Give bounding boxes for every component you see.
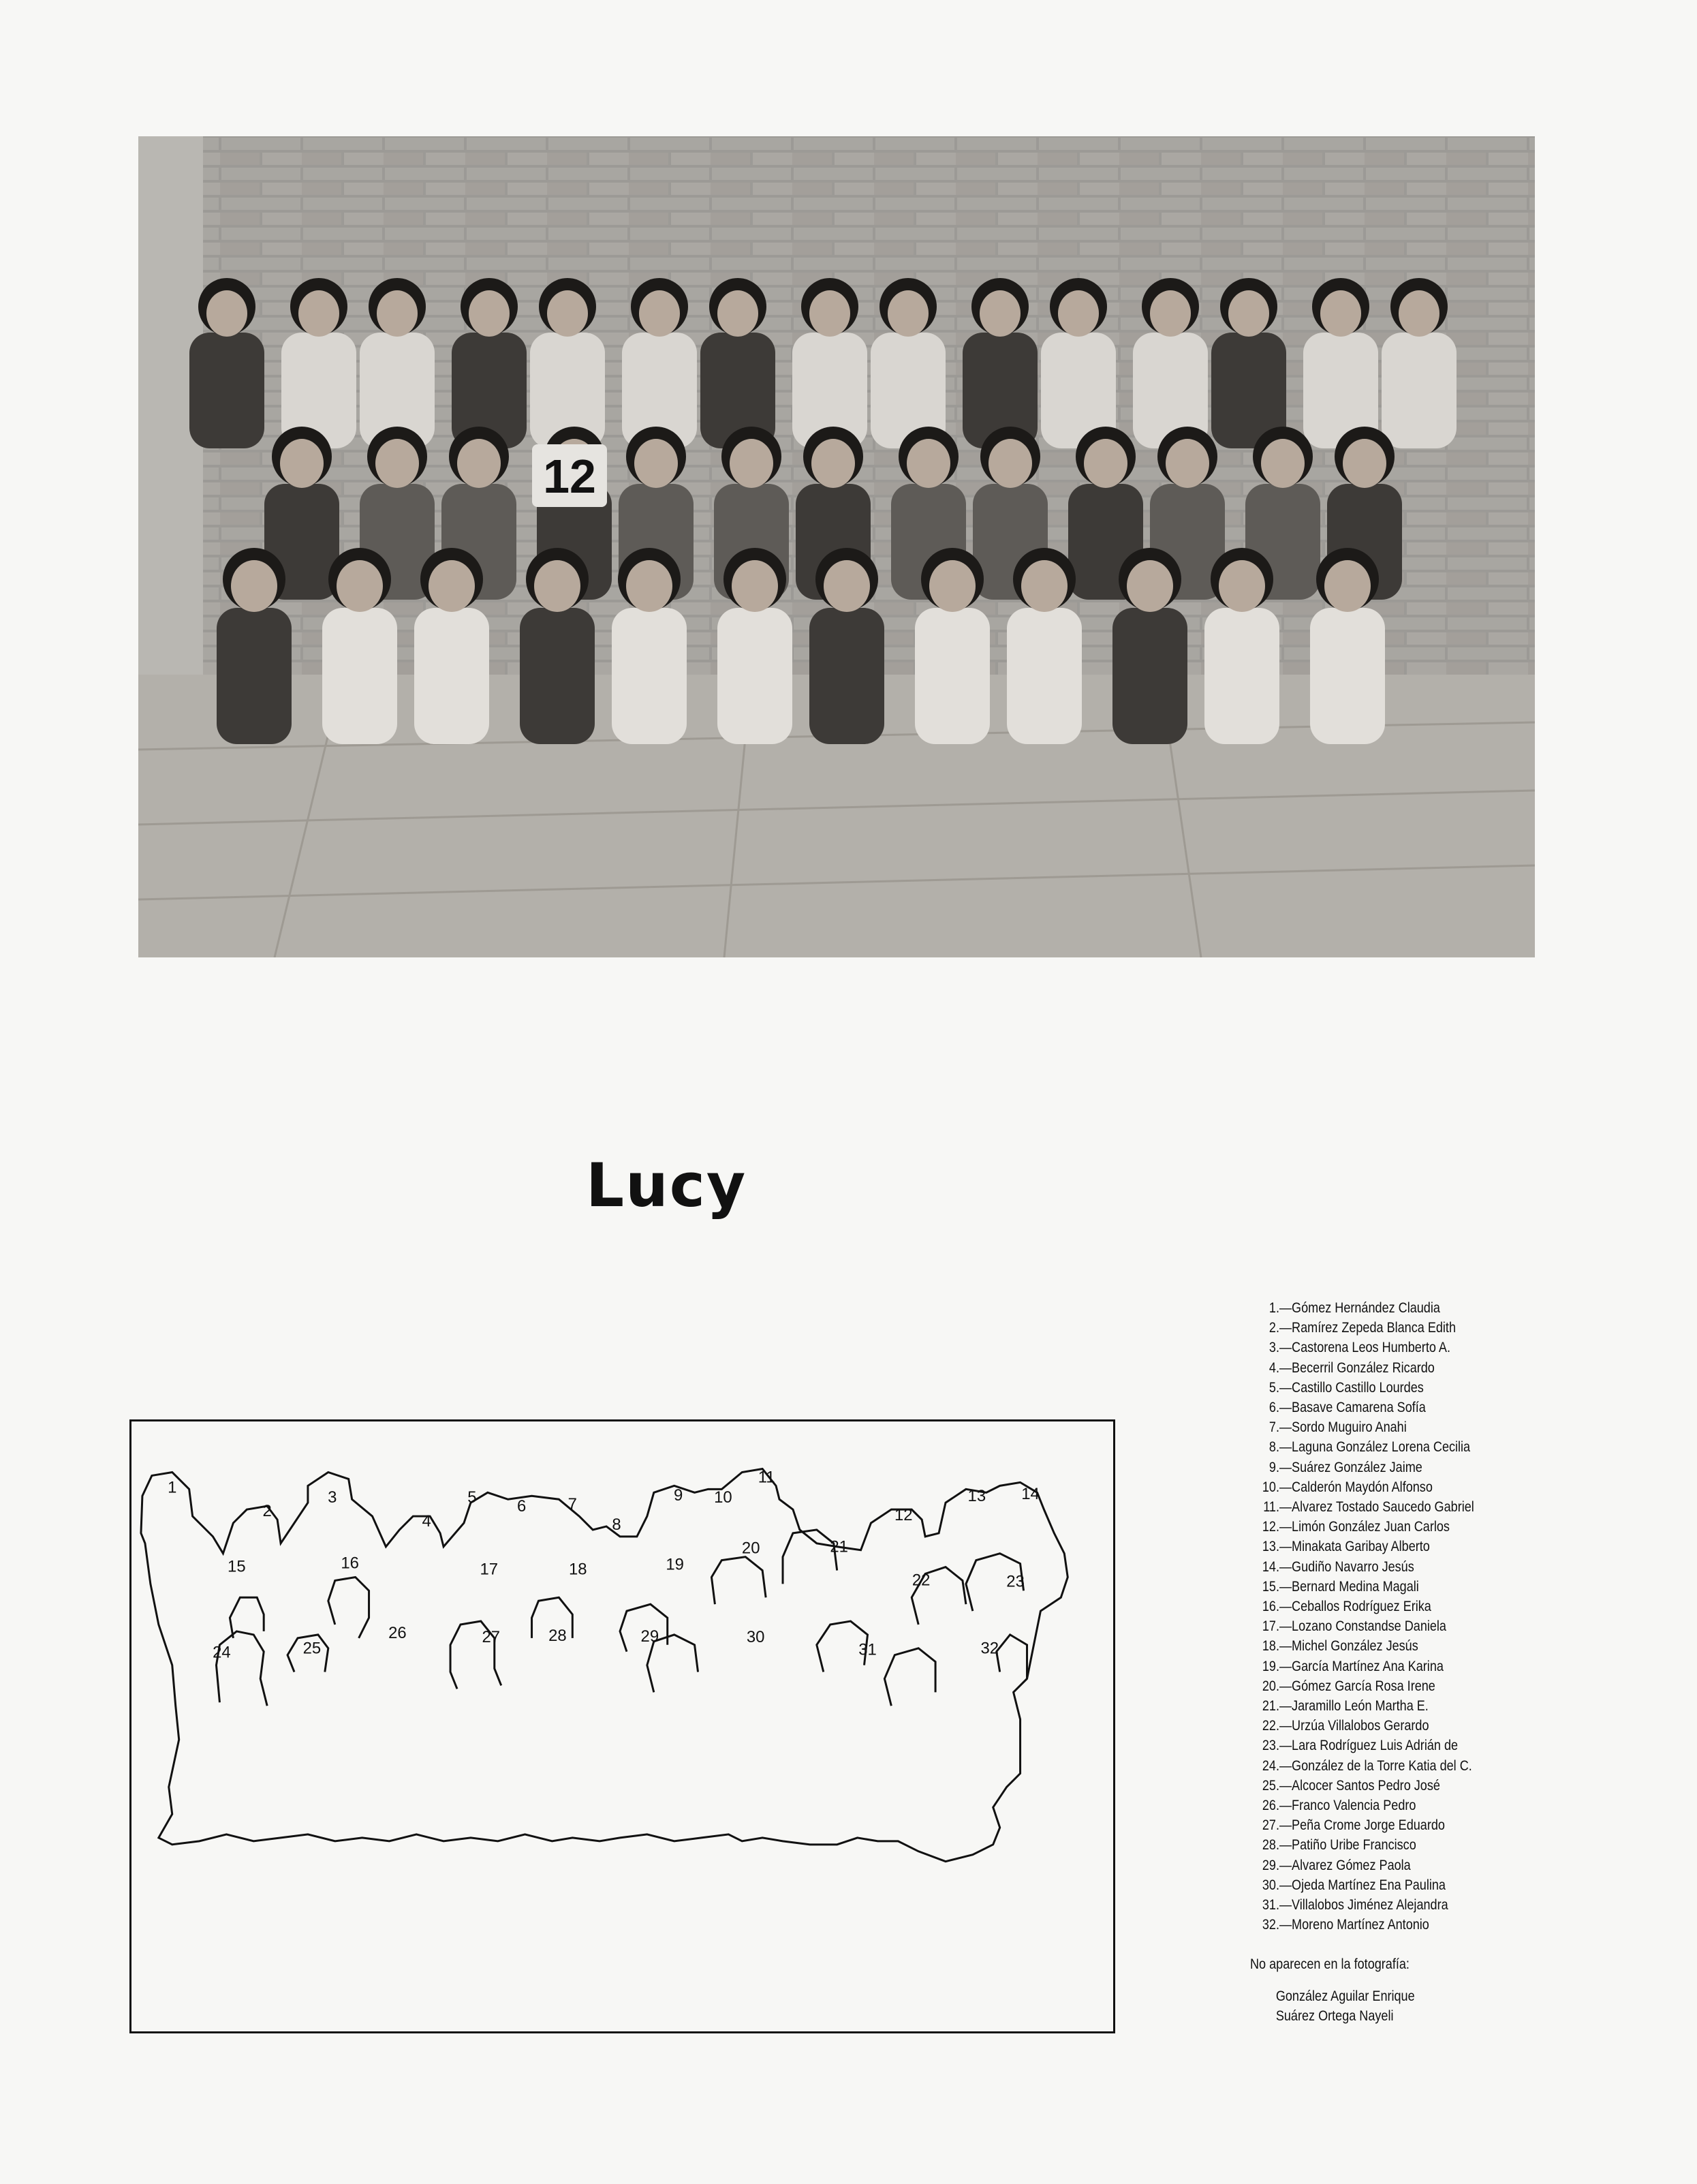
roster-entry-name: Gudiño Navarro Jesús xyxy=(1292,1558,1414,1575)
roster-entry-dash: — xyxy=(1279,1400,1292,1416)
roster-entry-number: 21. xyxy=(1262,1698,1279,1714)
child-figure xyxy=(414,548,489,744)
roster-entry-name: Patiño Uribe Francisco xyxy=(1292,1837,1416,1854)
roster-entry-dash: — xyxy=(1279,1678,1292,1694)
diagram-number-label: 1 xyxy=(168,1478,177,1497)
roster-entry-number: 24. xyxy=(1262,1757,1279,1774)
roster-entry-name: Calderón Maydón Alfonso xyxy=(1292,1479,1433,1495)
child-figure xyxy=(871,278,946,448)
roster-entry-number: 25. xyxy=(1262,1777,1279,1794)
roster-entry-name: Alvarez Gómez Paola xyxy=(1292,1857,1411,1873)
diagram-number-label: 2 xyxy=(262,1502,272,1521)
roster-entry xyxy=(1250,1616,1578,1636)
roster-entry-name: Castorena Leos Humberto A. xyxy=(1292,1340,1450,1356)
roster-entry-name: Peña Crome Jorge Eduardo xyxy=(1292,1817,1445,1834)
roster-entry-name: Gómez Hernández Claudia xyxy=(1292,1300,1440,1316)
absent-heading: No aparecen en la fotografía: xyxy=(1250,1956,1410,1972)
roster-entry xyxy=(1250,1815,1578,1835)
roster-entry-name: Moreno Martínez Antonio xyxy=(1292,1917,1429,1933)
roster-entry-name: Jaramillo León Martha E. xyxy=(1292,1698,1429,1714)
roster-entry-dash: — xyxy=(1279,1459,1292,1475)
child-figure xyxy=(792,278,867,448)
roster-entry xyxy=(1250,1417,1578,1437)
roster-entry-number: 8. xyxy=(1268,1439,1279,1456)
roster-entry xyxy=(1250,1537,1578,1556)
children-group xyxy=(189,278,1457,744)
child-figure xyxy=(1382,278,1457,448)
roster-entry-number: 23. xyxy=(1262,1738,1279,1754)
roster-entry-dash: — xyxy=(1279,1718,1292,1734)
roster-entry xyxy=(1250,1298,1578,1318)
child-figure xyxy=(530,278,605,448)
roster-entry xyxy=(1250,1915,1578,1935)
child-figure xyxy=(717,548,792,744)
roster-entry-number: 29. xyxy=(1262,1857,1279,1873)
diagram-number-label: 26 xyxy=(388,1623,407,1642)
diagram-number-label: 18 xyxy=(568,1560,587,1579)
child-figure xyxy=(809,548,884,744)
roster-entry-dash: — xyxy=(1279,1419,1292,1436)
roster-entry xyxy=(1250,1736,1578,1755)
roster-entry xyxy=(1250,1796,1578,1815)
roster-entry-name: Limón González Juan Carlos xyxy=(1292,1519,1450,1535)
absent-student: González Aguilar Enrique xyxy=(1275,1988,1415,2004)
roster-entry-dash: — xyxy=(1279,1777,1292,1794)
roster-entry xyxy=(1250,1338,1578,1357)
roster-entry xyxy=(1250,1756,1578,1776)
roster-entry-number: 19. xyxy=(1262,1658,1279,1674)
roster-entry-number: 20. xyxy=(1262,1678,1279,1694)
diagram-number-label: 17 xyxy=(480,1560,499,1579)
student-roster xyxy=(1250,1298,1578,2026)
roster-entry xyxy=(1250,1557,1578,1577)
diagram-number-label: 30 xyxy=(746,1627,765,1646)
roster-entry-dash: — xyxy=(1279,1877,1292,1893)
child-figure xyxy=(281,278,356,448)
child-figure xyxy=(1041,278,1116,448)
absent-list xyxy=(1250,1986,1578,2026)
roster-entry xyxy=(1250,1378,1578,1398)
roster-entry-number: 7. xyxy=(1268,1419,1279,1436)
roster-entry-number: 26. xyxy=(1262,1798,1279,1814)
child-figure xyxy=(612,548,687,744)
roster-entry-name: García Martínez Ana Karina xyxy=(1292,1658,1444,1674)
diagram-number-label: 7 xyxy=(567,1495,577,1514)
class-photo xyxy=(138,136,1535,957)
roster-entry-name: Urzúa Villalobos Gerardo xyxy=(1292,1718,1429,1734)
roster-entry-dash: — xyxy=(1279,1578,1292,1595)
child-figure xyxy=(1211,278,1286,448)
silhouette-outlines xyxy=(131,1421,1113,2031)
head-outlines xyxy=(216,1530,1027,1706)
roster-entry-name: Suárez González Jaime xyxy=(1292,1459,1422,1475)
diagram-number-label: 28 xyxy=(548,1626,567,1645)
roster-entry-name: Castillo Castillo Lourdes xyxy=(1292,1379,1424,1396)
roster-entry-dash: — xyxy=(1279,1519,1292,1535)
roster-entry xyxy=(1250,1597,1578,1616)
roster-entry-number: 6. xyxy=(1268,1400,1279,1416)
roster-entry xyxy=(1250,1318,1578,1338)
roster-entry-number: 11. xyxy=(1263,1499,1279,1516)
roster-entry xyxy=(1250,1716,1578,1736)
roster-entry-number: 31. xyxy=(1262,1897,1279,1913)
position-key-diagram xyxy=(129,1419,1115,2033)
diagram-number-label: 9 xyxy=(674,1486,683,1505)
diagram-number-label: 27 xyxy=(482,1627,501,1646)
child-figure xyxy=(1310,548,1385,744)
roster-entry xyxy=(1250,1437,1578,1457)
roster-entry-number: 10. xyxy=(1262,1479,1279,1495)
roster-entry-name: Bernard Medina Magali xyxy=(1292,1578,1419,1595)
roster-entry-dash: — xyxy=(1279,1539,1292,1555)
diagram-number-label: 14 xyxy=(1021,1485,1040,1504)
roster-entry xyxy=(1250,1497,1578,1517)
roster-entry-number: 22. xyxy=(1262,1718,1279,1734)
roster-entry-dash: — xyxy=(1279,1599,1292,1615)
roster-entry-dash: — xyxy=(1279,1340,1292,1356)
roster-entry-number: 27. xyxy=(1262,1817,1279,1834)
roster-entry-number: 28. xyxy=(1262,1837,1279,1854)
group-outline xyxy=(141,1469,1068,1862)
roster-entry-number: 5. xyxy=(1268,1379,1279,1396)
diagram-number-label: 6 xyxy=(516,1497,527,1516)
diagram-number-label: 24 xyxy=(213,1643,231,1662)
roster-entry-dash: — xyxy=(1279,1379,1292,1396)
roster-entry-name: Michel González Jesús xyxy=(1292,1638,1418,1655)
child-figure xyxy=(217,548,292,744)
diagram-number-label: 31 xyxy=(858,1640,877,1659)
child-figure xyxy=(1133,278,1208,448)
diagram-number-label: 3 xyxy=(328,1488,337,1507)
diagram-number-label: 5 xyxy=(467,1488,477,1507)
roster-entry-dash: — xyxy=(1279,1837,1292,1854)
roster-entry-dash: — xyxy=(1279,1638,1292,1655)
roster-entry-name: Ceballos Rodríguez Erika xyxy=(1292,1599,1431,1615)
roster-entry-number: 15. xyxy=(1262,1578,1279,1595)
roster-entry xyxy=(1250,1577,1578,1597)
roster-entry-dash: — xyxy=(1279,1917,1292,1933)
roster-entry-number: 17. xyxy=(1262,1618,1279,1635)
roster-entry-number: 2. xyxy=(1268,1320,1279,1336)
roster-entry-name: Ojeda Martínez Ena Paulina xyxy=(1292,1877,1446,1893)
roster-entry xyxy=(1250,1895,1578,1915)
roster-entry-name: Lozano Constandse Daniela xyxy=(1292,1618,1446,1635)
diagram-number-label: 12 xyxy=(894,1506,913,1525)
child-figure xyxy=(360,278,435,448)
child-figure xyxy=(189,278,264,448)
diagram-number-label: 29 xyxy=(640,1627,659,1646)
child-figure xyxy=(1303,278,1378,448)
child-figure xyxy=(963,278,1038,448)
roster-entry-name: González de la Torre Katia del C. xyxy=(1292,1757,1472,1774)
diagram-number-label: 19 xyxy=(666,1555,684,1574)
child-figure xyxy=(1007,548,1082,744)
roster-entry-dash: — xyxy=(1279,1658,1292,1674)
roster-entry-name: Franco Valencia Pedro xyxy=(1292,1798,1416,1814)
roster-entry-dash: — xyxy=(1279,1479,1292,1495)
child-figure xyxy=(452,278,527,448)
roster-entry-number: 12. xyxy=(1262,1519,1279,1535)
roster-entry-number: 4. xyxy=(1268,1359,1279,1376)
roster-entry xyxy=(1250,1776,1578,1796)
roster-entry-number: 13. xyxy=(1262,1539,1279,1555)
roster-list xyxy=(1250,1298,1578,1935)
roster-entry-dash: — xyxy=(1279,1558,1292,1575)
roster-entry-dash: — xyxy=(1279,1798,1292,1814)
child-figure xyxy=(1112,548,1187,744)
roster-entry xyxy=(1250,1358,1578,1378)
diagram-number-label: 22 xyxy=(912,1571,931,1590)
roster-entry xyxy=(1250,1875,1578,1895)
roster-entry-name: Alvarez Tostado Saucedo Gabriel xyxy=(1292,1499,1474,1516)
roster-entry xyxy=(1250,1835,1578,1855)
roster-entry xyxy=(1250,1636,1578,1656)
child-figure xyxy=(322,548,397,744)
diagram-number-label: 32 xyxy=(980,1639,999,1658)
page-title: Lucy xyxy=(586,1150,747,1220)
roster-entry-name: Lara Rodríguez Luis Adrián de xyxy=(1292,1738,1459,1754)
roster-entry xyxy=(1250,1458,1578,1477)
diagram-number-label: 21 xyxy=(830,1537,848,1556)
child-figure xyxy=(520,548,595,744)
roster-entry xyxy=(1250,1676,1578,1696)
roster-entry-dash: — xyxy=(1279,1857,1292,1873)
roster-entry-number: 9. xyxy=(1268,1459,1279,1475)
jersey-number: 12 xyxy=(543,450,596,503)
roster-entry-name: Basave Camarena Sofía xyxy=(1292,1400,1426,1416)
diagram-number-label: 23 xyxy=(1006,1572,1025,1591)
roster-entry-number: 1. xyxy=(1268,1300,1279,1316)
roster-entry-number: 3. xyxy=(1268,1340,1279,1356)
child-figure xyxy=(622,278,697,448)
child-figure xyxy=(915,548,990,744)
diagram-number-label: 25 xyxy=(302,1639,322,1658)
roster-entry-dash: — xyxy=(1279,1439,1292,1456)
child-figure xyxy=(700,278,775,448)
roster-entry-name: Gómez García Rosa Irene xyxy=(1292,1678,1435,1694)
diagram-number-label: 15 xyxy=(228,1557,246,1576)
diagram-number-label: 20 xyxy=(741,1539,760,1558)
roster-entry xyxy=(1250,1657,1578,1676)
roster-entry-dash: — xyxy=(1279,1618,1292,1635)
roster-entry-name: Villalobos Jiménez Alejandra xyxy=(1292,1897,1448,1913)
roster-entry-dash: — xyxy=(1279,1300,1292,1316)
diagram-number-label: 16 xyxy=(341,1554,359,1573)
roster-entry xyxy=(1250,1517,1578,1537)
diagram-number-label: 4 xyxy=(422,1511,431,1531)
roster-entry-dash: — xyxy=(1279,1359,1292,1376)
roster-entry-dash: — xyxy=(1279,1499,1292,1516)
roster-entry-dash: — xyxy=(1279,1757,1292,1774)
roster-entry-dash: — xyxy=(1279,1817,1292,1834)
diagram-number-label: 10 xyxy=(714,1488,732,1507)
child-figure xyxy=(1204,548,1279,744)
roster-entry-dash: — xyxy=(1279,1698,1292,1714)
roster-entry-number: 14. xyxy=(1262,1558,1279,1575)
diagram-number-label: 11 xyxy=(758,1468,775,1487)
roster-entry-dash: — xyxy=(1279,1738,1292,1754)
roster-entry-name: Alcocer Santos Pedro José xyxy=(1292,1777,1440,1794)
roster-entry-name: Laguna González Lorena Cecilia xyxy=(1292,1439,1471,1456)
roster-entry-number: 16. xyxy=(1262,1599,1279,1615)
roster-entry xyxy=(1250,1856,1578,1875)
roster-entry xyxy=(1250,1696,1578,1716)
roster-entry-number: 32. xyxy=(1262,1917,1279,1933)
roster-entry xyxy=(1250,1398,1578,1417)
roster-entry-number: 18. xyxy=(1262,1638,1279,1655)
diagram-number-label: 13 xyxy=(967,1487,986,1506)
class-photo-graphic xyxy=(138,136,1535,957)
roster-entry-name: Minakata Garibay Alberto xyxy=(1292,1539,1430,1555)
roster-entry xyxy=(1250,1477,1578,1497)
roster-entry-dash: — xyxy=(1279,1897,1292,1913)
roster-entry-name: Sordo Muguiro Anahi xyxy=(1292,1419,1407,1436)
roster-entry-dash: — xyxy=(1279,1320,1292,1336)
roster-entry-name: Becerril González Ricardo xyxy=(1292,1359,1435,1376)
roster-entry-name: Ramírez Zepeda Blanca Edith xyxy=(1292,1320,1456,1336)
absent-student: Suárez Ortega Nayeli xyxy=(1275,2008,1394,2024)
roster-entry-number: 30. xyxy=(1262,1877,1279,1893)
diagram-number-label: 8 xyxy=(612,1515,621,1534)
